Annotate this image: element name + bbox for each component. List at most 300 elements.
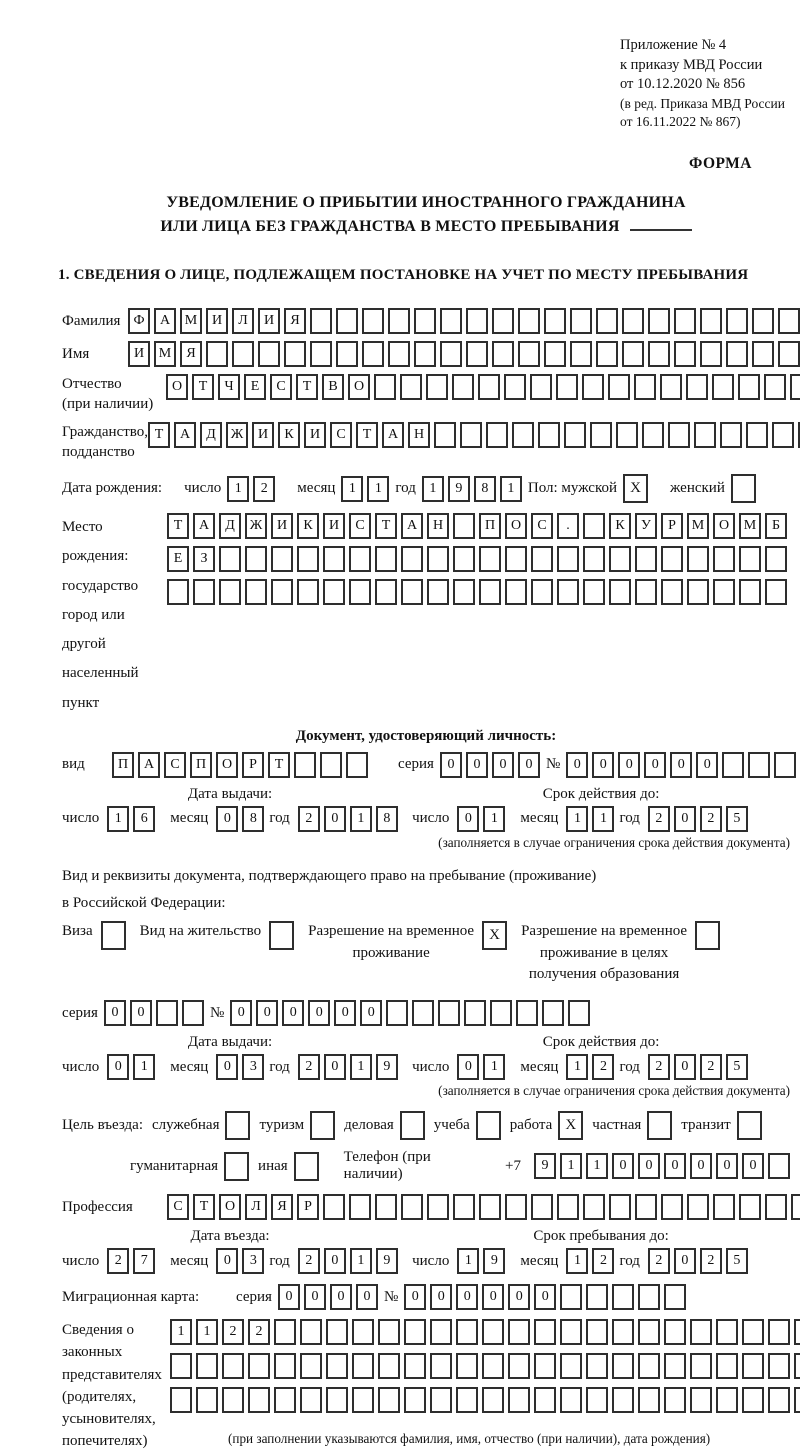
- form-cell[interactable]: Д: [219, 513, 241, 539]
- form-cell[interactable]: [612, 1353, 634, 1379]
- form-cell[interactable]: 1: [483, 1054, 505, 1080]
- form-cell[interactable]: 2: [298, 1054, 320, 1080]
- form-cell[interactable]: [388, 341, 410, 367]
- form-cell[interactable]: 0: [508, 1284, 530, 1310]
- form-cell[interactable]: 1: [133, 1054, 155, 1080]
- form-cell[interactable]: 6: [133, 806, 155, 832]
- form-cell[interactable]: [687, 1194, 709, 1220]
- form-cell[interactable]: 0: [456, 1284, 478, 1310]
- form-cell[interactable]: [274, 1319, 296, 1345]
- form-cell[interactable]: [570, 308, 592, 334]
- form-cell[interactable]: [326, 1353, 348, 1379]
- form-cell[interactable]: [538, 422, 560, 448]
- form-cell[interactable]: М: [180, 308, 202, 334]
- form-cell[interactable]: 1: [560, 1153, 582, 1179]
- form-cell[interactable]: И: [323, 513, 345, 539]
- form-cell[interactable]: 1: [196, 1319, 218, 1345]
- form-cell[interactable]: [167, 579, 189, 605]
- form-cell[interactable]: [642, 422, 664, 448]
- form-cell[interactable]: [713, 579, 735, 605]
- form-cell[interactable]: [674, 341, 696, 367]
- form-cell[interactable]: [300, 1353, 322, 1379]
- form-cell[interactable]: [568, 1000, 590, 1026]
- form-cell[interactable]: [412, 1000, 434, 1026]
- form-cell[interactable]: [323, 1194, 345, 1220]
- form-cell[interactable]: [560, 1387, 582, 1413]
- form-cell[interactable]: О: [348, 374, 370, 400]
- form-cell[interactable]: К: [297, 513, 319, 539]
- form-cell[interactable]: 0: [696, 752, 718, 778]
- form-cell[interactable]: Р: [661, 513, 683, 539]
- form-cell[interactable]: [687, 579, 709, 605]
- form-cell[interactable]: [219, 546, 241, 572]
- form-cell[interactable]: 1: [367, 476, 389, 502]
- form-cell[interactable]: 0: [330, 1284, 352, 1310]
- form-cell[interactable]: [440, 308, 462, 334]
- form-cell[interactable]: [232, 341, 254, 367]
- form-cell[interactable]: И: [252, 422, 274, 448]
- form-cell[interactable]: [466, 308, 488, 334]
- form-cell[interactable]: [544, 308, 566, 334]
- form-cell[interactable]: [635, 579, 657, 605]
- form-cell[interactable]: [508, 1319, 530, 1345]
- form-cell[interactable]: [668, 422, 690, 448]
- form-cell[interactable]: 2: [222, 1319, 244, 1345]
- form-cell[interactable]: [765, 1194, 787, 1220]
- form-cell[interactable]: [518, 308, 540, 334]
- form-cell[interactable]: 3: [242, 1054, 264, 1080]
- form-cell[interactable]: [388, 308, 410, 334]
- form-cell[interactable]: [300, 1387, 322, 1413]
- form-cell[interactable]: 0: [356, 1284, 378, 1310]
- form-cell[interactable]: О: [166, 374, 188, 400]
- form-cell[interactable]: [638, 1353, 660, 1379]
- form-cell[interactable]: [375, 579, 397, 605]
- form-cell[interactable]: [713, 1194, 735, 1220]
- form-cell[interactable]: [764, 374, 786, 400]
- form-cell[interactable]: 0: [482, 1284, 504, 1310]
- form-cell[interactable]: [479, 579, 501, 605]
- form-cell[interactable]: 1: [566, 1248, 588, 1274]
- form-cell[interactable]: 1: [586, 1153, 608, 1179]
- form-cell[interactable]: 1: [422, 476, 444, 502]
- form-cell[interactable]: 0: [457, 1054, 479, 1080]
- form-cell[interactable]: [557, 1194, 579, 1220]
- purpose-business-checkbox[interactable]: [400, 1111, 425, 1140]
- form-cell[interactable]: 3: [242, 1248, 264, 1274]
- form-cell[interactable]: [557, 579, 579, 605]
- form-cell[interactable]: 8: [376, 806, 398, 832]
- form-cell[interactable]: 1: [350, 1248, 372, 1274]
- form-cell[interactable]: Т: [167, 513, 189, 539]
- form-cell[interactable]: [687, 546, 709, 572]
- form-cell[interactable]: [248, 1353, 270, 1379]
- form-cell[interactable]: 2: [248, 1319, 270, 1345]
- form-cell[interactable]: [482, 1319, 504, 1345]
- form-cell[interactable]: 2: [253, 476, 275, 502]
- form-cell[interactable]: [401, 579, 423, 605]
- form-cell[interactable]: [661, 1194, 683, 1220]
- form-cell[interactable]: [664, 1353, 686, 1379]
- form-cell[interactable]: [219, 579, 241, 605]
- form-cell[interactable]: [609, 546, 631, 572]
- form-cell[interactable]: [560, 1319, 582, 1345]
- form-cell[interactable]: [586, 1353, 608, 1379]
- form-cell[interactable]: 0: [742, 1153, 764, 1179]
- form-cell[interactable]: [612, 1387, 634, 1413]
- form-cell[interactable]: 2: [700, 1054, 722, 1080]
- form-cell[interactable]: 0: [690, 1153, 712, 1179]
- form-cell[interactable]: [170, 1387, 192, 1413]
- form-cell[interactable]: [456, 1319, 478, 1345]
- form-cell[interactable]: 0: [278, 1284, 300, 1310]
- form-cell[interactable]: [460, 422, 482, 448]
- sex-female-checkbox[interactable]: [731, 474, 756, 503]
- form-cell[interactable]: 0: [324, 1248, 346, 1274]
- form-cell[interactable]: 1: [457, 1248, 479, 1274]
- form-cell[interactable]: У: [635, 513, 657, 539]
- form-cell[interactable]: [583, 1194, 605, 1220]
- form-cell[interactable]: Б: [765, 513, 787, 539]
- form-cell[interactable]: [674, 308, 696, 334]
- temp-residence-checkbox[interactable]: X: [482, 921, 507, 950]
- form-cell[interactable]: [586, 1387, 608, 1413]
- form-cell[interactable]: А: [382, 422, 404, 448]
- form-cell[interactable]: [320, 752, 342, 778]
- form-cell[interactable]: [516, 1000, 538, 1026]
- purpose-work-checkbox[interactable]: X: [558, 1111, 583, 1140]
- form-cell[interactable]: [560, 1353, 582, 1379]
- form-cell[interactable]: [774, 752, 796, 778]
- form-cell[interactable]: С: [164, 752, 186, 778]
- temp-residence-education-checkbox[interactable]: [695, 921, 720, 950]
- form-cell[interactable]: [430, 1353, 452, 1379]
- form-cell[interactable]: [564, 422, 586, 448]
- form-cell[interactable]: [486, 422, 508, 448]
- form-cell[interactable]: [544, 341, 566, 367]
- form-cell[interactable]: [768, 1387, 790, 1413]
- form-cell[interactable]: [531, 579, 553, 605]
- form-cell[interactable]: А: [193, 513, 215, 539]
- form-cell[interactable]: Я: [284, 308, 306, 334]
- form-cell[interactable]: И: [304, 422, 326, 448]
- form-cell[interactable]: 8: [242, 806, 264, 832]
- form-cell[interactable]: [661, 579, 683, 605]
- form-cell[interactable]: 0: [216, 806, 238, 832]
- form-cell[interactable]: [622, 308, 644, 334]
- form-cell[interactable]: [583, 546, 605, 572]
- form-cell[interactable]: 1: [566, 1054, 588, 1080]
- form-cell[interactable]: [508, 1387, 530, 1413]
- form-cell[interactable]: 0: [216, 1054, 238, 1080]
- purpose-official-checkbox[interactable]: [225, 1111, 250, 1140]
- form-cell[interactable]: 2: [700, 806, 722, 832]
- form-cell[interactable]: [616, 422, 638, 448]
- form-cell[interactable]: А: [401, 513, 423, 539]
- form-cell[interactable]: М: [739, 513, 761, 539]
- form-cell[interactable]: Е: [167, 546, 189, 572]
- form-cell[interactable]: 0: [674, 806, 696, 832]
- form-cell[interactable]: [222, 1387, 244, 1413]
- form-cell[interactable]: [612, 1284, 634, 1310]
- form-cell[interactable]: [386, 1000, 408, 1026]
- form-cell[interactable]: 0: [360, 1000, 382, 1026]
- form-cell[interactable]: [352, 1353, 374, 1379]
- form-cell[interactable]: [690, 1387, 712, 1413]
- form-cell[interactable]: [713, 546, 735, 572]
- form-cell[interactable]: [404, 1319, 426, 1345]
- form-cell[interactable]: 0: [404, 1284, 426, 1310]
- form-cell[interactable]: [590, 422, 612, 448]
- form-cell[interactable]: [794, 1387, 800, 1413]
- form-cell[interactable]: [531, 546, 553, 572]
- form-cell[interactable]: [716, 1387, 738, 1413]
- form-cell[interactable]: Т: [268, 752, 290, 778]
- form-cell[interactable]: [690, 1319, 712, 1345]
- form-cell[interactable]: И: [128, 341, 150, 367]
- form-cell[interactable]: [648, 341, 670, 367]
- form-cell[interactable]: [349, 1194, 371, 1220]
- form-cell[interactable]: [490, 1000, 512, 1026]
- form-cell[interactable]: [508, 1353, 530, 1379]
- form-cell[interactable]: 0: [566, 752, 588, 778]
- form-cell[interactable]: В: [322, 374, 344, 400]
- form-cell[interactable]: [349, 546, 371, 572]
- form-cell[interactable]: [518, 341, 540, 367]
- form-cell[interactable]: [430, 1319, 452, 1345]
- form-cell[interactable]: [482, 1353, 504, 1379]
- form-cell[interactable]: [778, 308, 800, 334]
- purpose-humanitarian-checkbox[interactable]: [224, 1152, 249, 1181]
- form-cell[interactable]: [530, 374, 552, 400]
- form-cell[interactable]: [748, 752, 770, 778]
- form-cell[interactable]: [638, 1319, 660, 1345]
- form-cell[interactable]: [294, 752, 316, 778]
- form-cell[interactable]: [583, 579, 605, 605]
- form-cell[interactable]: [583, 513, 605, 539]
- form-cell[interactable]: [739, 1194, 761, 1220]
- form-cell[interactable]: 0: [674, 1248, 696, 1274]
- form-cell[interactable]: [739, 546, 761, 572]
- form-cell[interactable]: [768, 1319, 790, 1345]
- form-cell[interactable]: [479, 546, 501, 572]
- form-cell[interactable]: Е: [244, 374, 266, 400]
- form-cell[interactable]: [326, 1387, 348, 1413]
- form-cell[interactable]: 0: [324, 806, 346, 832]
- form-cell[interactable]: [482, 1387, 504, 1413]
- form-cell[interactable]: 0: [618, 752, 640, 778]
- visa-checkbox[interactable]: [101, 921, 126, 950]
- form-cell[interactable]: [245, 579, 267, 605]
- form-cell[interactable]: 1: [170, 1319, 192, 1345]
- form-cell[interactable]: [170, 1353, 192, 1379]
- form-cell[interactable]: [531, 1194, 553, 1220]
- form-cell[interactable]: 0: [256, 1000, 278, 1026]
- form-cell[interactable]: 2: [700, 1248, 722, 1274]
- form-cell[interactable]: [726, 308, 748, 334]
- form-cell[interactable]: Т: [375, 513, 397, 539]
- purpose-tourism-checkbox[interactable]: [310, 1111, 335, 1140]
- form-cell[interactable]: [156, 1000, 178, 1026]
- form-cell[interactable]: [534, 1319, 556, 1345]
- form-cell[interactable]: [427, 1194, 449, 1220]
- form-cell[interactable]: [722, 752, 744, 778]
- form-cell[interactable]: [694, 422, 716, 448]
- form-cell[interactable]: [274, 1353, 296, 1379]
- form-cell[interactable]: М: [687, 513, 709, 539]
- form-cell[interactable]: 9: [376, 1054, 398, 1080]
- form-cell[interactable]: .: [557, 513, 579, 539]
- form-cell[interactable]: [542, 1000, 564, 1026]
- form-cell[interactable]: [790, 374, 800, 400]
- form-cell[interactable]: А: [174, 422, 196, 448]
- form-cell[interactable]: 2: [648, 1054, 670, 1080]
- form-cell[interactable]: Ф: [128, 308, 150, 334]
- form-cell[interactable]: [375, 546, 397, 572]
- form-cell[interactable]: [746, 422, 768, 448]
- form-cell[interactable]: [346, 752, 368, 778]
- form-cell[interactable]: Т: [193, 1194, 215, 1220]
- form-cell[interactable]: [778, 341, 800, 367]
- form-cell[interactable]: 1: [350, 806, 372, 832]
- form-cell[interactable]: [352, 1319, 374, 1345]
- form-cell[interactable]: [752, 308, 774, 334]
- form-cell[interactable]: [557, 546, 579, 572]
- form-cell[interactable]: [738, 374, 760, 400]
- form-cell[interactable]: [686, 374, 708, 400]
- form-cell[interactable]: 8: [474, 476, 496, 502]
- form-cell[interactable]: 1: [483, 806, 505, 832]
- form-cell[interactable]: [609, 1194, 631, 1220]
- form-cell[interactable]: [193, 579, 215, 605]
- form-cell[interactable]: [400, 374, 422, 400]
- form-cell[interactable]: [310, 308, 332, 334]
- form-cell[interactable]: 1: [227, 476, 249, 502]
- form-cell[interactable]: [434, 422, 456, 448]
- form-cell[interactable]: [182, 1000, 204, 1026]
- form-cell[interactable]: 2: [592, 1054, 614, 1080]
- form-cell[interactable]: С: [330, 422, 352, 448]
- form-cell[interactable]: 0: [308, 1000, 330, 1026]
- form-cell[interactable]: [664, 1284, 686, 1310]
- form-cell[interactable]: 5: [726, 1248, 748, 1274]
- form-cell[interactable]: [492, 341, 514, 367]
- form-cell[interactable]: [248, 1387, 270, 1413]
- form-cell[interactable]: [534, 1387, 556, 1413]
- form-cell[interactable]: [196, 1353, 218, 1379]
- form-cell[interactable]: [609, 579, 631, 605]
- form-cell[interactable]: П: [112, 752, 134, 778]
- form-cell[interactable]: 0: [638, 1153, 660, 1179]
- form-cell[interactable]: [752, 341, 774, 367]
- form-cell[interactable]: С: [167, 1194, 189, 1220]
- form-cell[interactable]: С: [349, 513, 371, 539]
- form-cell[interactable]: 2: [592, 1248, 614, 1274]
- form-cell[interactable]: 0: [716, 1153, 738, 1179]
- form-cell[interactable]: [297, 579, 319, 605]
- form-cell[interactable]: [768, 1353, 790, 1379]
- form-cell[interactable]: 0: [592, 752, 614, 778]
- purpose-transit-checkbox[interactable]: [737, 1111, 762, 1140]
- form-cell[interactable]: [712, 374, 734, 400]
- form-cell[interactable]: [505, 1194, 527, 1220]
- form-cell[interactable]: 0: [334, 1000, 356, 1026]
- form-cell[interactable]: 0: [324, 1054, 346, 1080]
- form-cell[interactable]: 2: [107, 1248, 129, 1274]
- form-cell[interactable]: [336, 341, 358, 367]
- form-cell[interactable]: [716, 1353, 738, 1379]
- form-cell[interactable]: [196, 1387, 218, 1413]
- form-cell[interactable]: О: [505, 513, 527, 539]
- form-cell[interactable]: [284, 341, 306, 367]
- form-cell[interactable]: Ж: [226, 422, 248, 448]
- form-cell[interactable]: Я: [271, 1194, 293, 1220]
- form-cell[interactable]: [453, 1194, 475, 1220]
- form-cell[interactable]: [596, 341, 618, 367]
- purpose-other-checkbox[interactable]: [294, 1152, 319, 1181]
- form-cell[interactable]: Я: [180, 341, 202, 367]
- form-cell[interactable]: И: [258, 308, 280, 334]
- form-cell[interactable]: [720, 422, 742, 448]
- form-cell[interactable]: [638, 1387, 660, 1413]
- form-cell[interactable]: [438, 1000, 460, 1026]
- form-cell[interactable]: Д: [200, 422, 222, 448]
- form-cell[interactable]: [726, 341, 748, 367]
- form-cell[interactable]: [456, 1387, 478, 1413]
- form-cell[interactable]: [466, 341, 488, 367]
- form-cell[interactable]: Т: [148, 422, 170, 448]
- form-cell[interactable]: 0: [674, 1054, 696, 1080]
- form-cell[interactable]: [453, 513, 475, 539]
- form-cell[interactable]: 1: [592, 806, 614, 832]
- form-cell[interactable]: [404, 1353, 426, 1379]
- form-cell[interactable]: [414, 308, 436, 334]
- form-cell[interactable]: [274, 1387, 296, 1413]
- form-cell[interactable]: [300, 1319, 322, 1345]
- form-cell[interactable]: 1: [350, 1054, 372, 1080]
- form-cell[interactable]: [310, 341, 332, 367]
- form-cell[interactable]: [362, 341, 384, 367]
- form-cell[interactable]: 5: [726, 806, 748, 832]
- form-cell[interactable]: О: [219, 1194, 241, 1220]
- form-cell[interactable]: [323, 546, 345, 572]
- form-cell[interactable]: [478, 374, 500, 400]
- form-cell[interactable]: [739, 579, 761, 605]
- form-cell[interactable]: [427, 546, 449, 572]
- form-cell[interactable]: 0: [534, 1284, 556, 1310]
- form-cell[interactable]: [742, 1353, 764, 1379]
- form-cell[interactable]: Л: [245, 1194, 267, 1220]
- form-cell[interactable]: М: [154, 341, 176, 367]
- form-cell[interactable]: [414, 341, 436, 367]
- form-cell[interactable]: [404, 1387, 426, 1413]
- form-cell[interactable]: И: [206, 308, 228, 334]
- form-cell[interactable]: [456, 1353, 478, 1379]
- form-cell[interactable]: 1: [500, 476, 522, 502]
- form-cell[interactable]: [560, 1284, 582, 1310]
- form-cell[interactable]: 9: [534, 1153, 556, 1179]
- form-cell[interactable]: [635, 1194, 657, 1220]
- form-cell[interactable]: 0: [457, 806, 479, 832]
- form-cell[interactable]: Н: [427, 513, 449, 539]
- form-cell[interactable]: 5: [726, 1054, 748, 1080]
- form-cell[interactable]: [222, 1353, 244, 1379]
- form-cell[interactable]: [768, 1153, 790, 1179]
- form-cell[interactable]: 7: [133, 1248, 155, 1274]
- form-cell[interactable]: [586, 1319, 608, 1345]
- form-cell[interactable]: [505, 579, 527, 605]
- form-cell[interactable]: А: [138, 752, 160, 778]
